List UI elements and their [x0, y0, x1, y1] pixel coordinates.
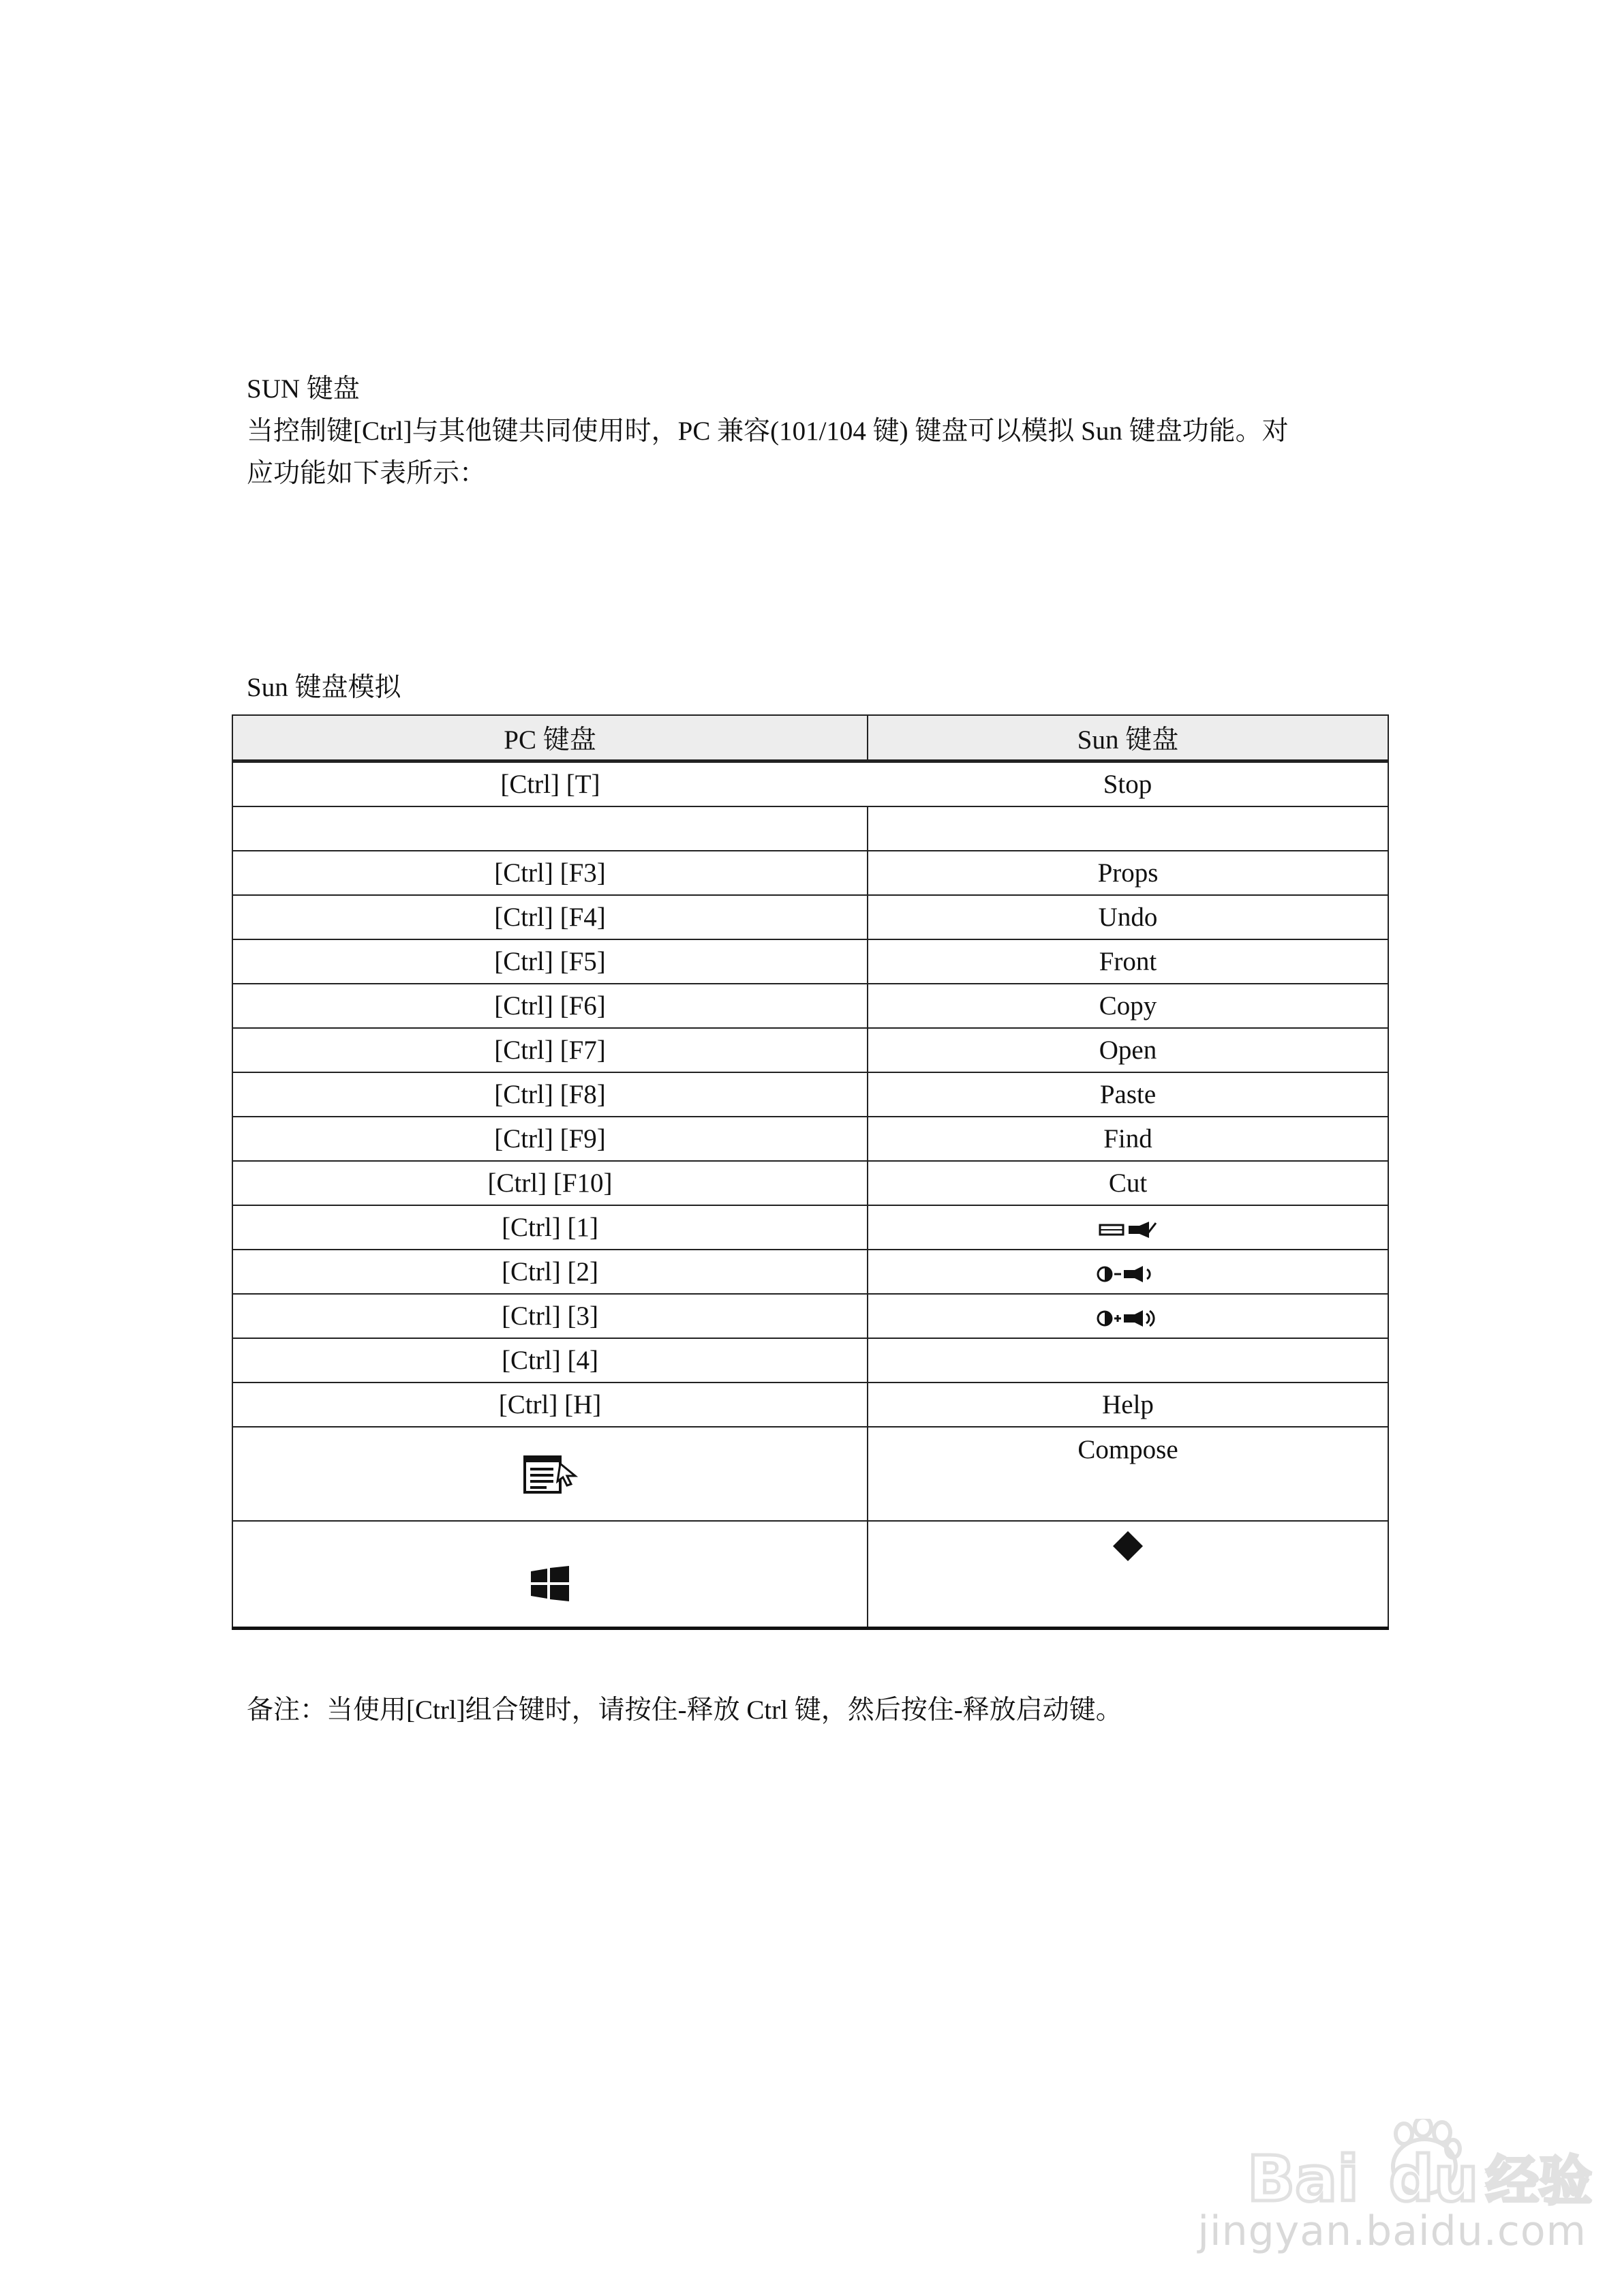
- volume-down-icon: [1097, 1264, 1159, 1284]
- table-row: [232, 806, 1388, 851]
- intro-paragraph-line-1: 当控制键[Ctrl]与其他键共同使用时，PC 兼容(101/104 键) 键盘可以模拟 Sun 键盘功能。对: [247, 417, 1289, 446]
- sun-key-cell: [868, 1338, 1388, 1383]
- table-row: [232, 1427, 1388, 1521]
- sun-key-cell: [868, 806, 1388, 851]
- sun-key-cell: [868, 1250, 1388, 1294]
- table-row: [232, 851, 1388, 895]
- crescent-moon-icon: [1116, 1347, 1139, 1377]
- pc-key-cell: [Ctrl] [F5]: [232, 939, 868, 984]
- volume-up-icon: [1097, 1308, 1159, 1329]
- svg-text:du: du: [1389, 2143, 1479, 2216]
- table-row: [232, 895, 1388, 939]
- intro-paragraph-line-2: 应功能如下表所示：: [247, 459, 487, 488]
- section-heading: SUN 键盘: [247, 374, 360, 404]
- table-row: [232, 1028, 1388, 1072]
- pc-key-cell: [Ctrl] [F10]: [232, 1161, 868, 1205]
- pc-key-cell: [Ctrl] [4]: [232, 1338, 868, 1383]
- table-row: [232, 1161, 1388, 1205]
- table-caption: Sun 键盘模拟: [247, 673, 401, 702]
- header-pc-keyboard: PC 键盘: [232, 715, 868, 761]
- pc-key-cell: [Ctrl] [2]: [232, 1250, 868, 1294]
- table-row: [232, 1117, 1388, 1161]
- sun-key-cell: Front: [868, 939, 1388, 984]
- watermark-url: jingyan.baidu.com: [1197, 2207, 1587, 2255]
- pc-key-cell: [Ctrl] [F9]: [232, 1117, 868, 1161]
- pc-key-cell: [232, 1427, 868, 1521]
- menu-key-icon: [522, 1453, 578, 1495]
- windows-key-icon: [530, 1566, 570, 1601]
- pc-key-cell: [Ctrl] [T]: [500, 770, 600, 799]
- pc-key-cell: [Ctrl] [1]: [232, 1205, 868, 1250]
- table-row: [232, 1250, 1388, 1294]
- key-mapping-table: [232, 714, 1389, 1630]
- pc-key-cell: [Ctrl] [F6]: [232, 984, 868, 1028]
- diamond-meta-icon: [1112, 1530, 1144, 1562]
- table-row: [232, 1072, 1388, 1117]
- table-row: [232, 1294, 1388, 1338]
- table-row: [232, 1205, 1388, 1250]
- pc-key-cell: [232, 806, 868, 851]
- pc-key-cell: [Ctrl] [F3]: [232, 851, 868, 895]
- svg-text:经验: 经验: [1486, 2151, 1593, 2212]
- table-row: [232, 1521, 1388, 1629]
- table-row: [232, 1338, 1388, 1383]
- sun-key-cell: Open: [868, 1028, 1388, 1072]
- pc-key-cell: [Ctrl] [F7]: [232, 1028, 868, 1072]
- sun-key-cell: Cut: [868, 1161, 1388, 1205]
- pc-key-cell: [232, 1521, 868, 1629]
- header-sun-keyboard: Sun 键盘: [868, 715, 1388, 761]
- sun-key-cell: Undo: [868, 895, 1388, 939]
- footnote: 备注：当使用[Ctrl]组合键时，请按住-释放 Ctrl 键，然后按住-释放启动键。: [247, 1695, 1122, 1725]
- sun-key-cell: Copy: [868, 984, 1388, 1028]
- sun-key-cell: [868, 1521, 1388, 1629]
- sun-key-cell: [868, 1205, 1388, 1250]
- svg-text:Bai: Bai: [1247, 2143, 1359, 2216]
- sun-key-cell: Stop: [1103, 770, 1152, 799]
- mute-speaker-icon: [1099, 1220, 1157, 1239]
- pc-key-cell: [Ctrl] [F8]: [232, 1072, 868, 1117]
- sun-key-cell: [868, 1294, 1388, 1338]
- table-row: [232, 984, 1388, 1028]
- sun-key-cell: Help: [868, 1383, 1388, 1427]
- pc-key-cell: [Ctrl] [F4]: [232, 895, 868, 939]
- sun-key-cell: Props: [868, 851, 1388, 895]
- sun-key-cell: Find: [868, 1117, 1388, 1161]
- table-row: [232, 761, 1388, 807]
- table-header-row: [232, 715, 1388, 761]
- sun-key-cell: Paste: [868, 1072, 1388, 1117]
- sun-key-cell: Compose: [868, 1427, 1388, 1521]
- pc-key-cell: [Ctrl] [3]: [232, 1294, 868, 1338]
- pc-key-cell: [Ctrl] [H]: [232, 1383, 868, 1427]
- table-row: [232, 939, 1388, 984]
- table-row: [232, 1383, 1388, 1427]
